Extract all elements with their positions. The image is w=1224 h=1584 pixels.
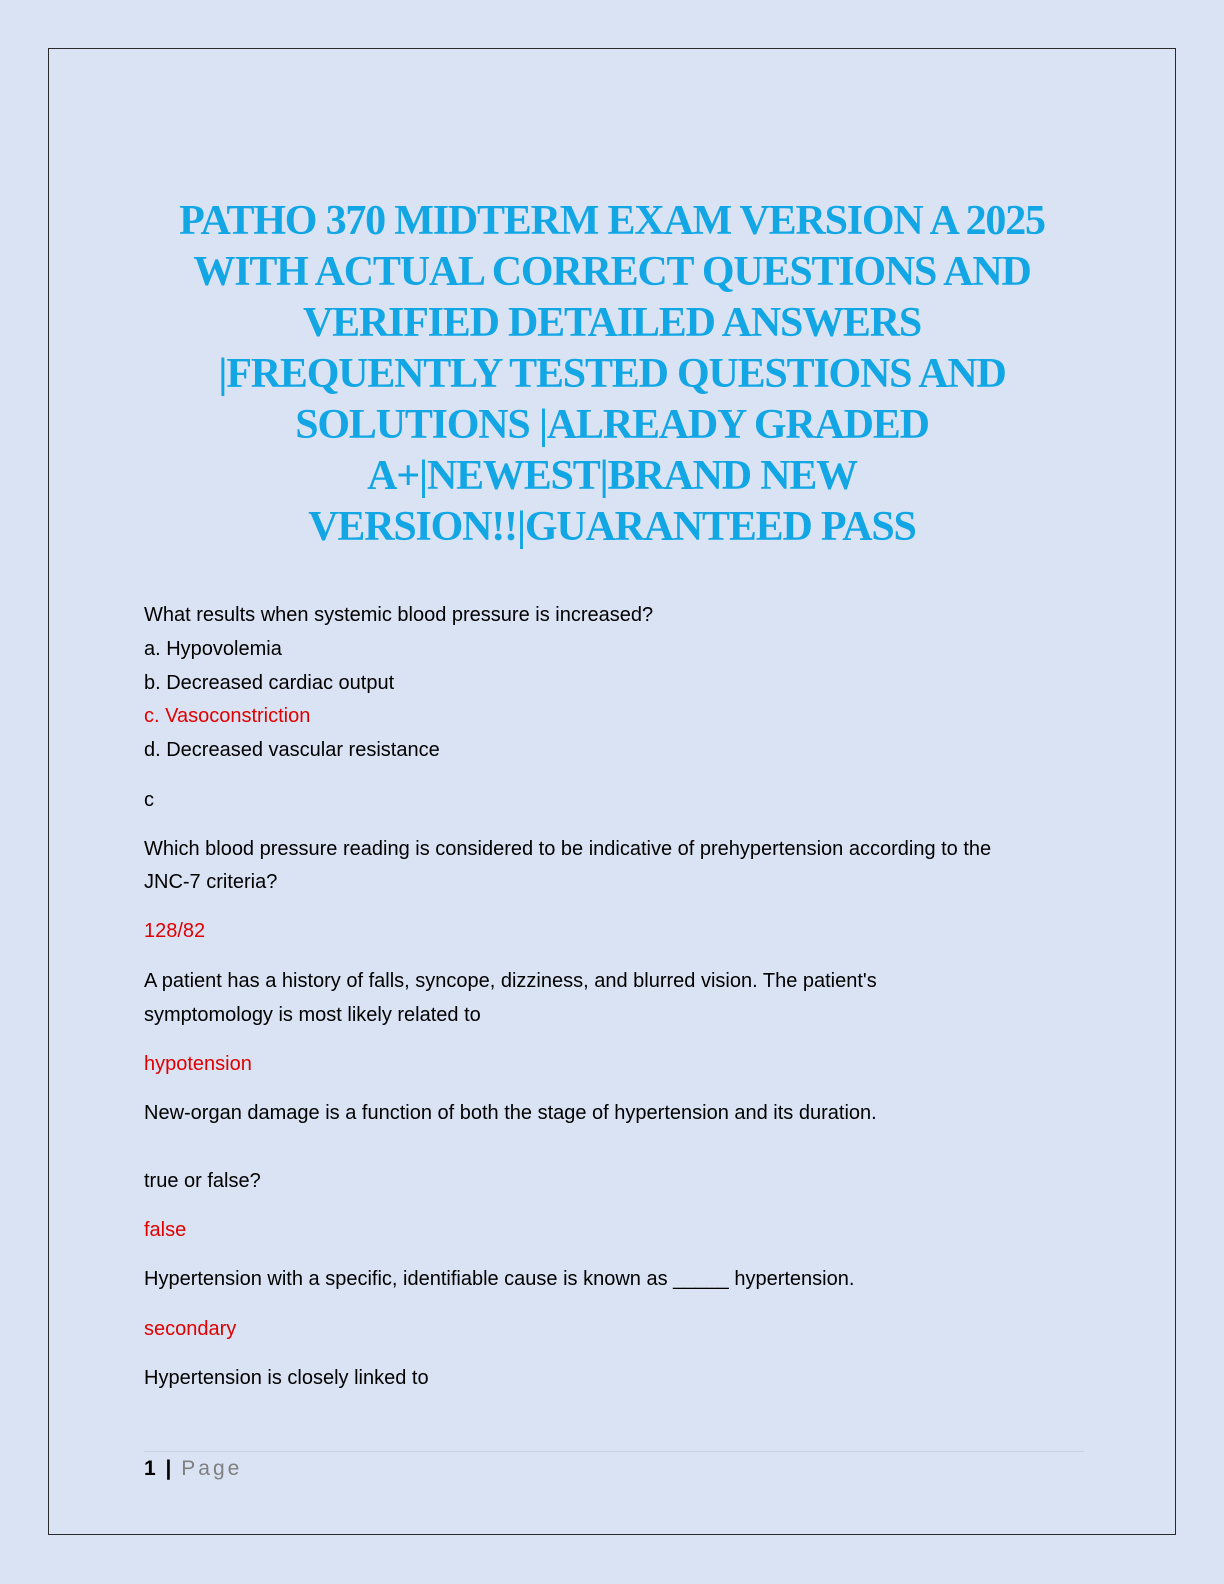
title-line: A+|NEWEST|BRAND NEW: [367, 453, 857, 499]
title-line: PATHO 370 MIDTERM EXAM VERSION A 2025: [179, 198, 1045, 244]
question-2-answer: 128/82: [144, 920, 206, 942]
question-2-text-line1: Which blood pressure reading is considered to be indicative of prehypertension according to the: [144, 838, 992, 860]
question-4-text-line2: true or false?: [144, 1170, 261, 1192]
title-line: VERIFIED DETAILED ANSWERS: [302, 300, 922, 346]
footer-separator: |: [165, 1457, 172, 1480]
title-line: WITH ACTUAL CORRECT QUESTIONS AND: [193, 249, 1031, 295]
question-6-text: Hypertension is closely linked to: [144, 1367, 429, 1389]
page-footer: [144, 1456, 242, 1482]
question-3-answer: hypotension: [144, 1053, 252, 1075]
question-3-text-line1: A patient has a history of falls, syncope, dizziness, and blurred vision. The patient's: [144, 970, 877, 992]
question-4-answer: false: [144, 1219, 187, 1241]
question-1-option-a: a. Hypovolemia: [144, 638, 282, 660]
question-1-option-d: d. Decreased vascular resistance: [144, 739, 440, 761]
title-line: |FREQUENTLY TESTED QUESTIONS AND: [218, 351, 1006, 397]
question-1-text: What results when systemic blood pressure is increased?: [144, 604, 654, 626]
question-2-text-line2: JNC-7 criteria?: [144, 871, 278, 893]
question-4-text-line1: New-organ damage is a function of both the stage of hypertension and its duration.: [144, 1102, 877, 1124]
title-line: SOLUTIONS |ALREADY GRADED: [295, 402, 929, 448]
page-label: Page: [181, 1457, 243, 1480]
question-1-option-c-correct: c. Vasoconstriction: [144, 705, 311, 727]
question-1-answer: c: [144, 789, 154, 811]
page-number: 1: [144, 1457, 156, 1480]
question-3-text-line2: symptomology is most likely related to: [144, 1004, 481, 1026]
question-5-answer: secondary: [144, 1318, 237, 1340]
footer-divider: [144, 1451, 1084, 1452]
question-5-text: Hypertension with a specific, identifiable cause is known as _____ hypertension.: [144, 1268, 855, 1290]
question-1-option-b: b. Decreased cardiac output: [144, 672, 395, 694]
document-title: [120, 196, 1104, 553]
title-line: VERSION!!|GUARANTEED PASS: [308, 504, 916, 550]
